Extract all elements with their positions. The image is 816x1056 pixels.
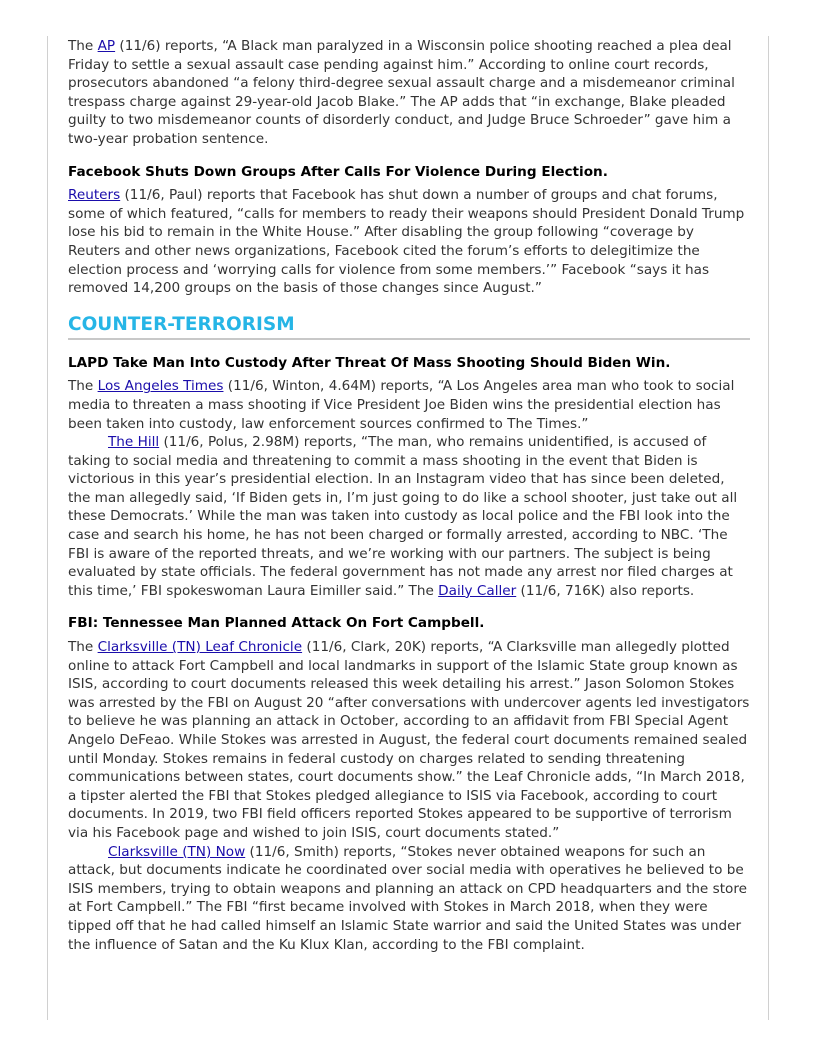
article-fbi-paragraph-2 [68,843,750,955]
the-hill-link[interactable]: The Hill [108,434,160,451]
los-angeles-times-link[interactable]: Los Angeles Times [97,378,224,395]
article-fbi-text-1: (11/6, Clark, 20K) reports, “A Clarksville man allegedly plotted online to attack Fort Campbell and local landmarks in support of the Islamic State group known as ISIS, according to court documents released this week detailing his arrest.” Jason Solomon Stokes was arrested by the FBI on August 20 “after conversations with undercover agents led investigators to believe he was planning an attack in October, according to an affidavit from FBI Special Agent Angelo DeFeao. While Stokes was arrested in August, the federal court documents remained sealed until Monday. Stokes remains in federal custody on charges related to sending threatening communications between states, court documents show.” the Leaf Chronicle adds, “In March 2018, a tipster alerted the FBI that Stokes pledged allegiance to ISIS via Facebook, according to court documents. In 2019, two FBI field officers reported Stokes appeared to be supportive of terrorism via his Facebook page and wished to join ISIS, court documents stated.” [68,639,750,841]
newsletter-body [68,37,750,954]
reuters-link[interactable]: Reuters [68,187,121,204]
article-lapd-text-1: (11/6, Winton, 4.64M) reports, “A Los Angeles area man who took to social media to threaten a mass shooting if Vice President Joe Biden wins the presidential election has been taken into custody, law enforcement sources confirmed to The Times.” [68,378,735,432]
section-heading-counter-terrorism: COUNTER-TERRORISM [68,312,750,340]
article-lapd-text-2: (11/6, Polus, 2.98M) reports, “The man, who remains unidentified, is accused of taking to social media and threatening to commit a mass shooting in the event that Biden is victorious in this year’s presidential election. In an Instagram video that has since been deleted, the man allegedly said, ‘If Biden gets in, I’m just going to do like a school shooter, just take out all these Democrats.’ While the man was taken into custody as local police and the FBI look into the case and search his home, he has not been charged or formally arrested, according to NBC. ‘The FBI is aware of the reported threats, and we’re working with our partners. The subject is being evaluated by state officials. The federal government has not made any arrest nor filed charges at this time,’ FBI spokeswoman Laura Eimiller said.” The [68,434,738,599]
article-facebook-paragraph [68,186,750,298]
article-lapd-headline: LAPD Take Man Into Custody After Threat Of Mass Shooting Should Biden Win. [68,354,671,371]
ap-link[interactable]: AP [97,38,116,54]
article-fbi-lead: The [68,639,98,656]
article-facebook-headline: Facebook Shuts Down Groups After Calls For Violence During Election. [68,163,608,180]
article-facebook-text: (11/6, Paul) reports that Facebook has shut down a number of groups and chat forums, some of which featured, “calls for members to ready their weapons should President Donald Trump lose his bid to remain in the White House.” After disabling the group following “coverage by Reuters and other news organizations, Facebook cited the forum’s efforts to delegitimize the election process and ‘worrying calls for violence from some members.’” Facebook “says it has removed 14,200 groups on the basis of those changes since August.” [68,187,745,297]
article-lapd-paragraph-2 [68,433,750,600]
article-blake-text: (11/6) reports, “A Black man paralyzed in a Wisconsin police shooting reached a plea deal Friday to settle a sexual assault case pending against him.” According to online court records, prosecutors abandoned “a felony third-degree sexual assault charge and a misdemeanor criminal trespass charge against 29-year-old Jacob Blake.” The AP adds that “in exchange, Blake pleaded guilty to two misdemeanor counts of disorderly conduct, and Judge Bruce Schroeder” gave him a two-year probation sentence. [68,38,735,147]
daily-caller-link[interactable]: Daily Caller [438,582,517,599]
article-lapd-paragraph-1 [68,377,750,433]
article-lapd-tail: (11/6, 716K) also reports. [516,582,695,599]
left-margin-rule [47,36,48,1020]
article-lapd-lead: The [68,378,98,395]
leaf-chronicle-link[interactable]: Clarksville (TN) Leaf Chronicle [97,639,303,656]
article-fbi-paragraph-1 [68,638,750,843]
clarksville-now-link[interactable]: Clarksville (TN) Now [108,843,246,860]
article-fbi-text-2: (11/6, Smith) reports, “Stokes never obtained weapons for such an attack, but documents indicate he coordinated over social media with operatives he believed to be ISIS members, trying to obtain weapons and planning an attack on CPD headquarters and the store at Fort Campbell.” The FBI “first became involved with Stokes in March 2018, when they were tipped off that he had called himself an Islamic State warrior and said the United States was under the influence of Satan and the Ku Klux Klan, according to the FBI complaint. [68,843,748,953]
article-blake-lead: The [68,38,98,54]
article-blake-paragraph [68,37,750,149]
right-margin-rule [768,36,769,1020]
article-fbi-headline: FBI: Tennessee Man Planned Attack On Fort Campbell. [68,615,485,632]
